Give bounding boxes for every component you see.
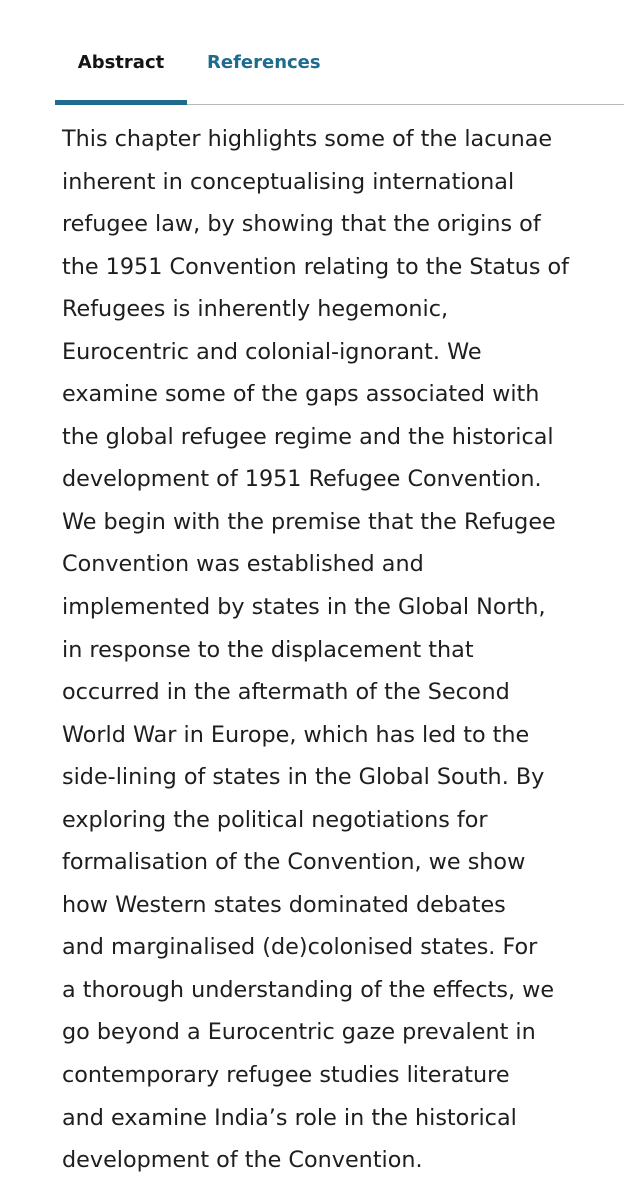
tab-abstract-label: Abstract bbox=[77, 52, 165, 73]
tab-abstract[interactable] bbox=[55, 50, 187, 103]
abstract-text: This chapter highlights some of the lacunae inherent in conceptualising international refugee law, by showing that the origins of the 1951 Convention relating to the Status of Refugees is inherently hegemonic, Eurocentric and colonial-ignorant. We examine some of the gaps associated with the global refugee regime and the historical development of 1951 Refugee Convention. We begin with the premise that the Refugee Convention was established and implemented by states in the Global North, in response to the displacement that occurred in the aftermath of the Second World War in Europe, which has led to the side-lining of states in the Global South. By exploring the political negotiations for formalisation of the Convention, we show how Western states dominated debates and marginalised (de)colonised states. For a thorough understanding of the effects, we go beyond a Eurocentric gaze prevalent in contemporary refugee studies literature and examine India’s role in the historical development of the Convention. bbox=[62, 126, 570, 1174]
tab-references[interactable] bbox=[207, 50, 321, 103]
active-tab-indicator bbox=[55, 100, 187, 105]
tab-references-label: References bbox=[207, 52, 321, 73]
tab-bar bbox=[55, 0, 624, 105]
